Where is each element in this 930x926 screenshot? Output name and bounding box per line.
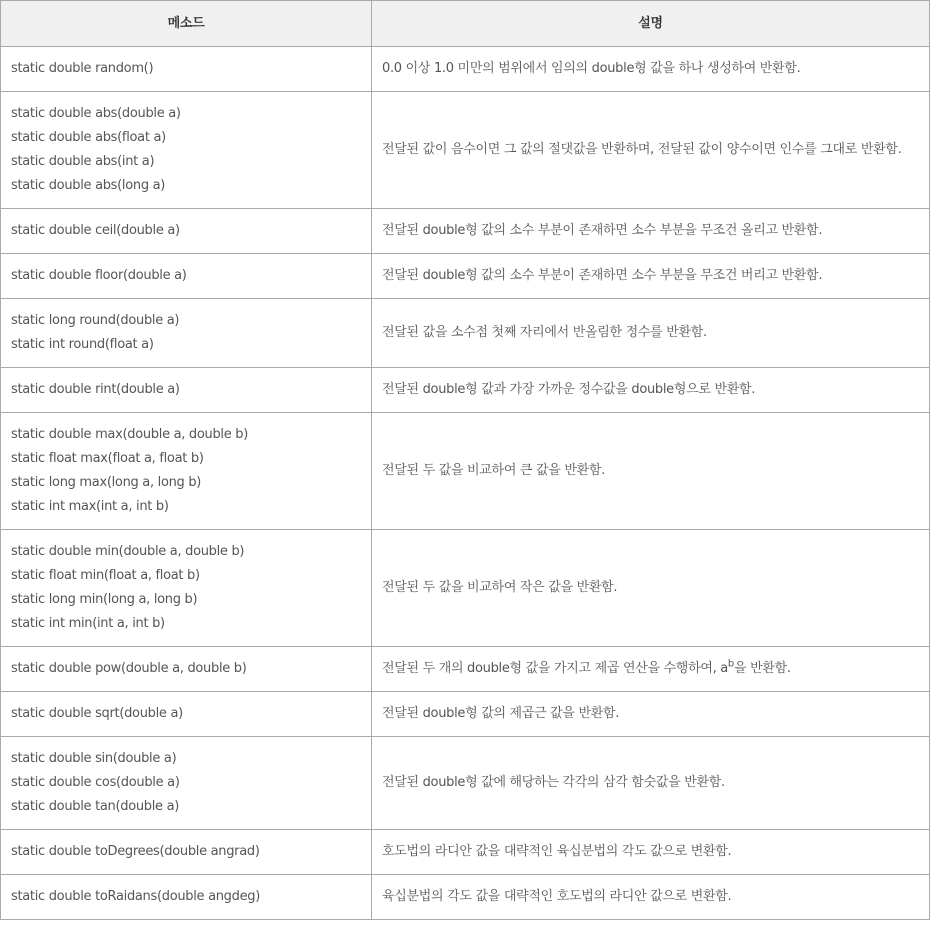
description-cell (372, 530, 930, 647)
description-cell (372, 47, 930, 92)
table-row (1, 368, 930, 413)
method-signature: static double sin(double a) (11, 751, 177, 766)
description-text: 전달된 double형 값에 해당하는 각각의 삼각 함숫값을 반환함. (382, 775, 725, 790)
description-cell (372, 299, 930, 368)
description-text: 전달된 double형 값과 가장 가까운 정수값을 double형으로 반환함. (382, 382, 756, 397)
description-text: 전달된 double형 값의 소수 부분이 존재하면 소수 부분을 무조건 올리고 반환함. (382, 223, 823, 238)
description-cell (372, 875, 930, 920)
header-method: 메소드 (1, 1, 372, 47)
method-cell (1, 830, 372, 875)
table-row (1, 209, 930, 254)
table-row (1, 647, 930, 692)
table-row (1, 47, 930, 92)
method-signature: static double abs(long a) (11, 178, 166, 193)
table-row (1, 830, 930, 875)
description-superscript: b (727, 658, 734, 670)
description-cell (372, 254, 930, 299)
table-row (1, 692, 930, 737)
method-cell (1, 209, 372, 254)
method-signature: static double abs(int a) (11, 154, 155, 169)
description-text: 호도법의 라디안 값을 대략적인 육십분법의 각도 값으로 변환함. (382, 844, 732, 859)
description-suffix: 을 반환함. (733, 661, 791, 676)
description-cell (372, 413, 930, 530)
description-cell (372, 647, 930, 692)
table-row (1, 530, 930, 647)
method-cell (1, 299, 372, 368)
method-signature: static int round(float a) (11, 337, 154, 352)
method-cell (1, 368, 372, 413)
table-body (1, 47, 930, 920)
table-row (1, 254, 930, 299)
method-signature: static long max(long a, long b) (11, 475, 202, 490)
description-cell (372, 368, 930, 413)
method-signature: static long round(double a) (11, 313, 180, 328)
method-cell (1, 875, 372, 920)
description-text: 전달된 double형 값의 제곱근 값을 반환함. (382, 706, 620, 721)
table-row (1, 413, 930, 530)
table-row (1, 92, 930, 209)
description-cell (372, 209, 930, 254)
description-text: 0.0 이상 1.0 미만의 범위에서 임의의 double형 값을 하나 생성하여 반환함. (382, 61, 801, 76)
method-signature: static long min(long a, long b) (11, 592, 198, 607)
method-signature: static double ceil(double a) (11, 223, 180, 238)
description-cell (372, 737, 930, 830)
table-row (1, 875, 930, 920)
description-text: 전달된 두 값을 비교하여 큰 값을 반환함. (382, 463, 605, 478)
description-text: 전달된 값이 음수이면 그 값의 절댓값을 반환하며, 전달된 값이 양수이면 인수를 그대로 반환함. (382, 142, 902, 157)
method-cell (1, 254, 372, 299)
table-row (1, 299, 930, 368)
method-signature: static double random() (11, 61, 154, 76)
method-signature: static double rint(double a) (11, 382, 180, 397)
method-signature: static double tan(double a) (11, 799, 180, 814)
method-signature: static int max(int a, int b) (11, 499, 169, 514)
description-text: 전달된 두 개의 double형 값을 가지고 제곱 연산을 수행하여, a (382, 661, 728, 676)
description-cell (372, 830, 930, 875)
table-row (1, 737, 930, 830)
description-cell (372, 92, 930, 209)
method-cell (1, 647, 372, 692)
description-text: 육십분법의 각도 값을 대략적인 호도법의 라디안 값으로 변환함. (382, 889, 732, 904)
description-text: 전달된 값을 소수점 첫째 자리에서 반올림한 정수를 반환함. (382, 325, 707, 340)
method-signature: static double abs(double a) (11, 106, 181, 121)
method-signature: static float min(float a, float b) (11, 568, 200, 583)
method-signature: static int min(int a, int b) (11, 616, 165, 631)
method-signature: static double floor(double a) (11, 268, 187, 283)
method-signature: static double abs(float a) (11, 130, 166, 145)
method-cell (1, 692, 372, 737)
method-cell (1, 47, 372, 92)
method-cell (1, 413, 372, 530)
method-signature: static double toDegrees(double angrad) (11, 844, 260, 859)
header-description: 설명 (372, 1, 930, 47)
description-text: 전달된 double형 값의 소수 부분이 존재하면 소수 부분을 무조건 버리고 반환함. (382, 268, 823, 283)
method-signature: static double toRaidans(double angdeg) (11, 889, 261, 904)
table-header-row (1, 1, 930, 47)
description-text: 전달된 두 값을 비교하여 작은 값을 반환함. (382, 580, 618, 595)
method-signature: static double min(double a, double b) (11, 544, 245, 559)
method-signature: static double sqrt(double a) (11, 706, 183, 721)
method-cell (1, 530, 372, 647)
method-signature: static double cos(double a) (11, 775, 180, 790)
method-cell (1, 737, 372, 830)
description-cell (372, 692, 930, 737)
method-cell (1, 92, 372, 209)
method-signature: static float max(float a, float b) (11, 451, 204, 466)
method-signature: static double pow(double a, double b) (11, 661, 247, 676)
method-signature: static double max(double a, double b) (11, 427, 248, 442)
